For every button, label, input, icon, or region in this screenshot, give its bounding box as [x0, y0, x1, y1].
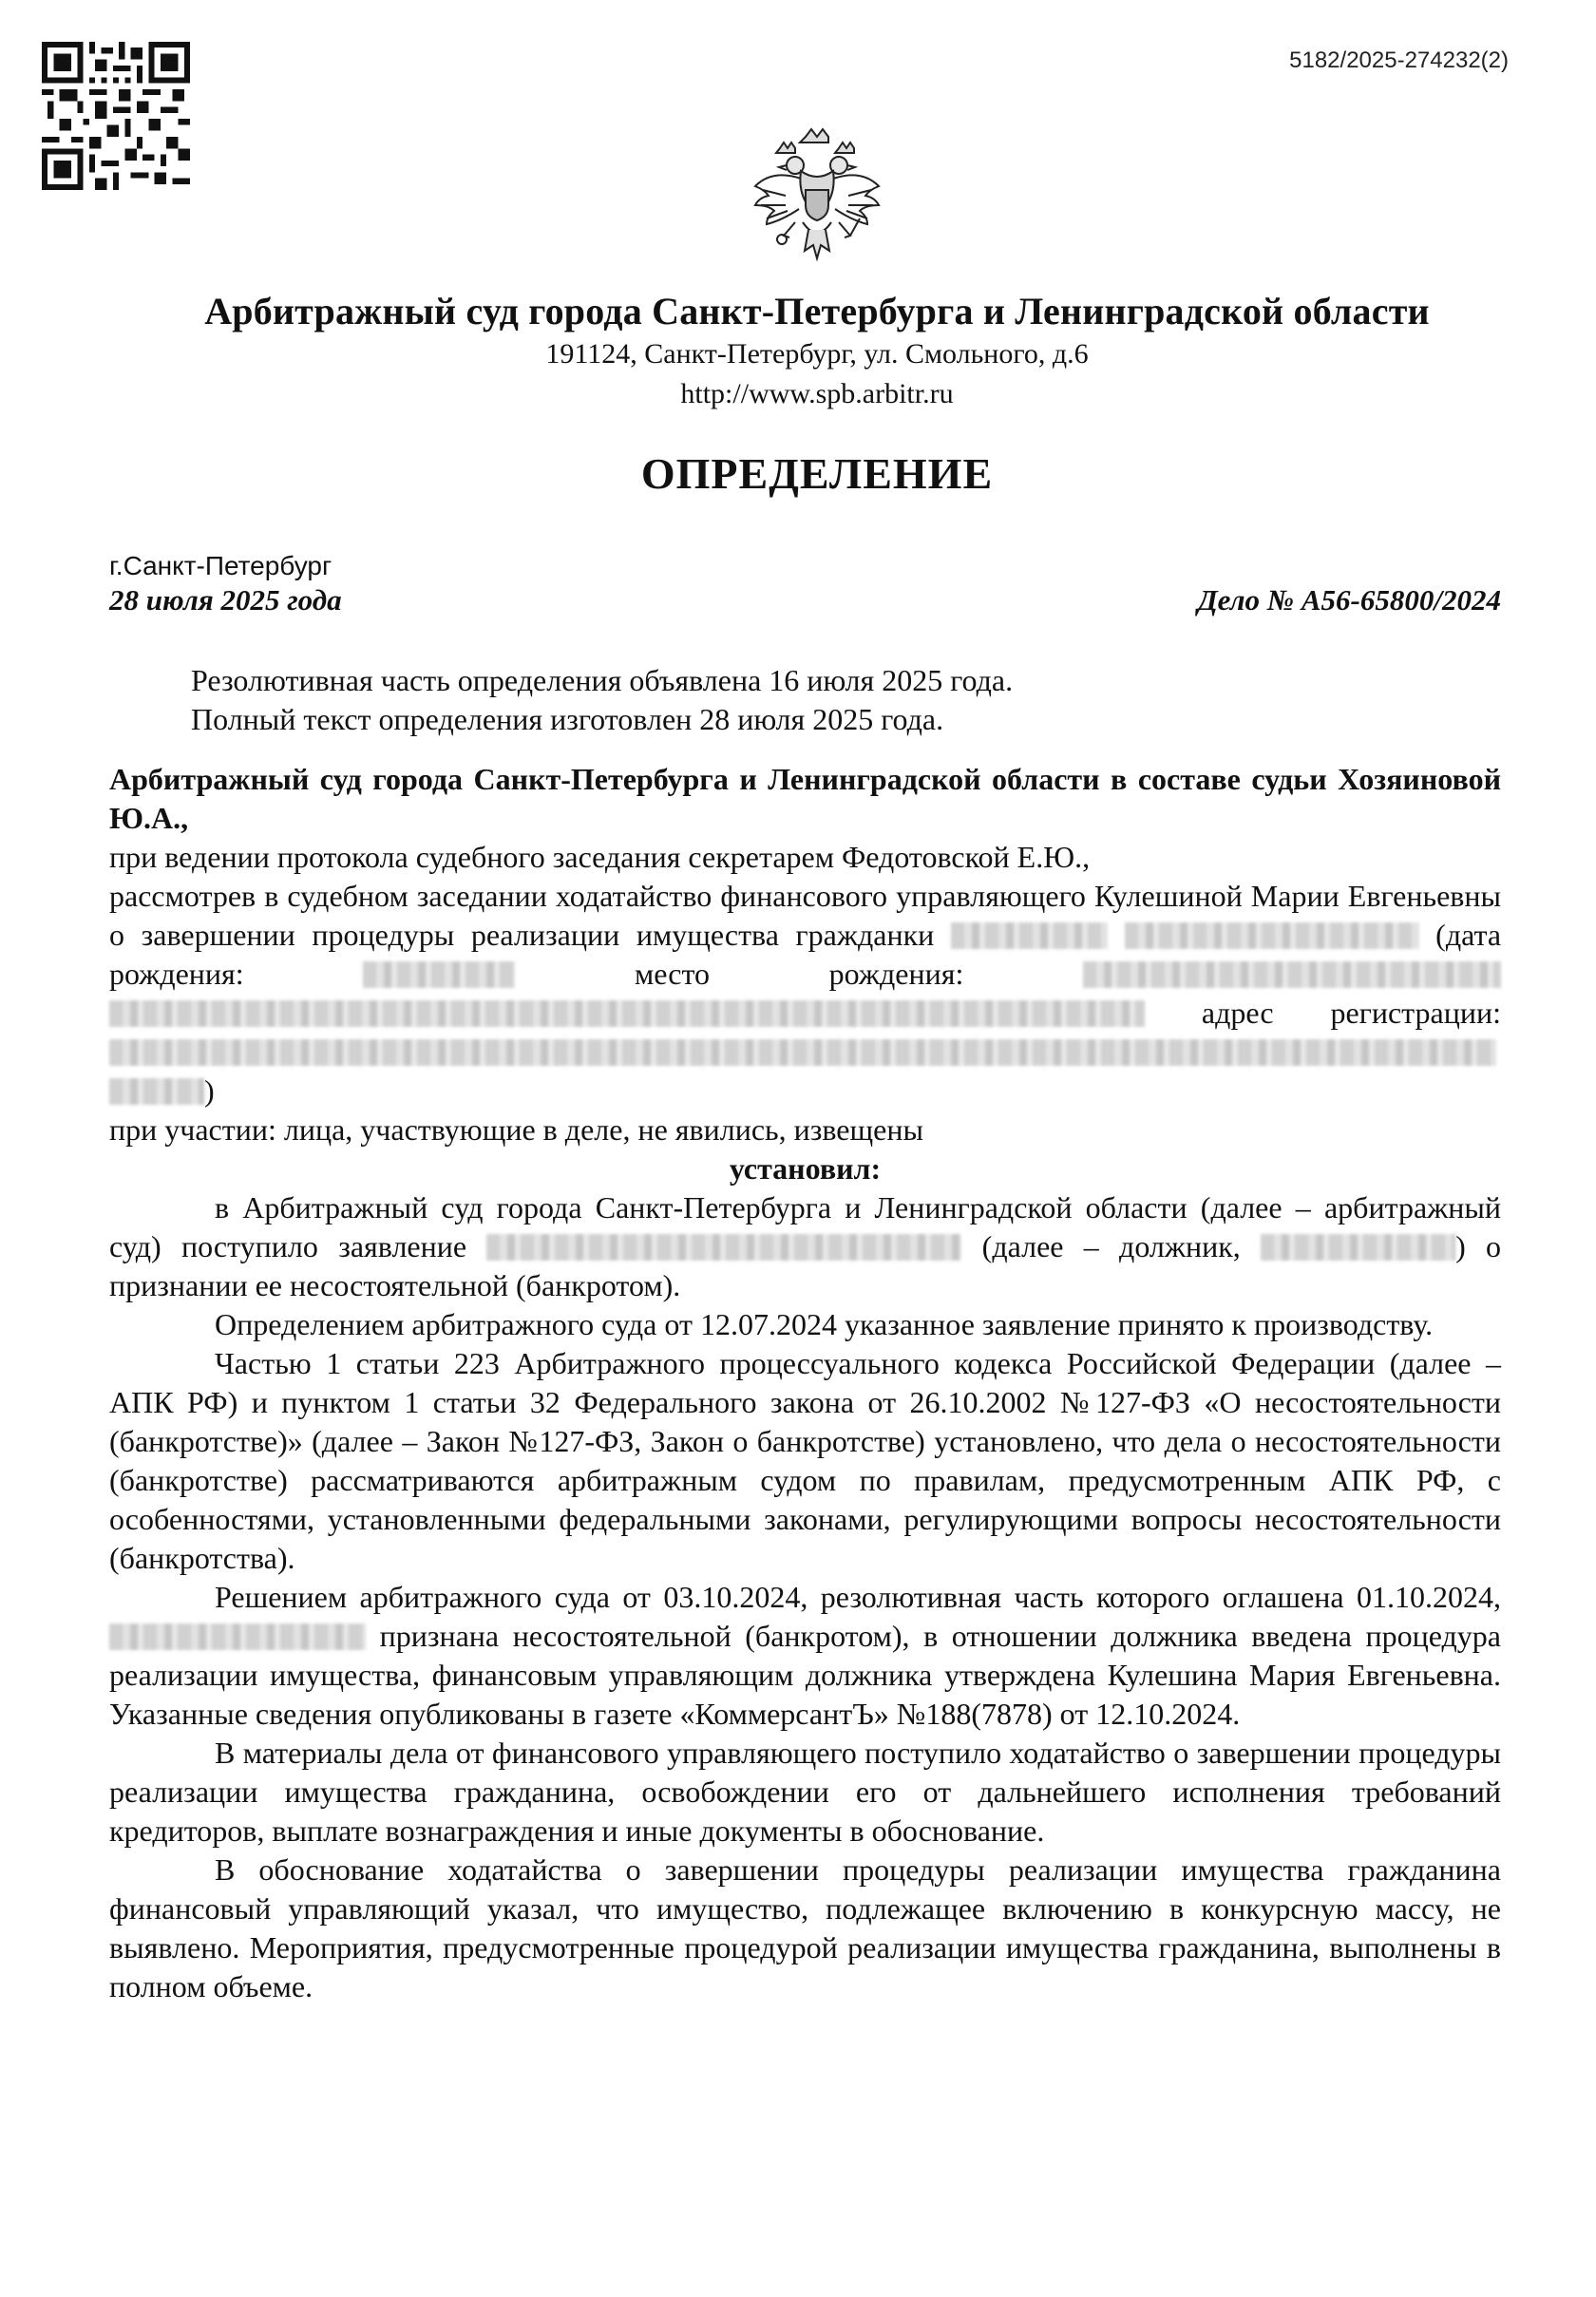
closing-paren: ) [204, 1073, 215, 1108]
court-website: http://www.spb.arbitr.ru [680, 378, 954, 409]
paragraph-text: признана несостоятельной (банкротом), в отношении должника введена процедура реализации имущества, финансовым управляющим должника утверждена Кулешина Мария Евгеньевна. Указанные сведения опубликованы в газете «КоммерсантЪ» №188(7878) от 12.10.2024. [109, 1619, 1502, 1731]
coat-of-arms-icon [746, 123, 888, 283]
paragraph-text: (далее – должник, [981, 1229, 1241, 1263]
redacted-address [109, 1078, 204, 1105]
document-body [109, 661, 1501, 2006]
paragraph-text: в Арбитражный суд города Санкт-Петербурга и Ленинградской области (далее – арбитражный суд) поступило заявление [109, 1190, 1501, 1263]
redacted-name [1125, 922, 1419, 949]
birth-place-label: место рождения: [635, 957, 964, 991]
redacted-name [951, 922, 1108, 949]
document-number: 5182/2025-274232(2) [1289, 47, 1509, 73]
established-heading: установил: [729, 1151, 882, 1186]
case-number: Дело № А56-65800/2024 [1197, 583, 1501, 617]
paragraph-acceptance: Определением арбитражного суда от 12.07.2024 указанное заявление принято к производству. [215, 1307, 1434, 1341]
redacted-birth-place [1083, 961, 1501, 988]
paragraph-decision [109, 1578, 1501, 1734]
registration-address-label: адрес регистрации: [1201, 996, 1501, 1030]
court-name: Арбитражный суд города Санкт-Петербурга и Ленинградской области [204, 290, 1430, 332]
consideration-text: рассмотрев в судебном заседании ходатайство финансового управляющего Кулешиной Марии Евгеньевны о завершении процедуры реализации имущества гражданки [109, 879, 1501, 952]
redacted-name [1261, 1234, 1455, 1261]
court-composition: Арбитражный суд города Санкт-Петербурга и Ленинградской области в составе судьи Хозяиновой Ю.А., [109, 762, 1501, 835]
redacted-name [109, 1623, 366, 1650]
birth-date-label: (дата рождения: [109, 918, 1502, 991]
announcement-line: Резолютивная часть определения объявлена 16 июля 2025 года. [191, 663, 1014, 697]
redacted-birth-place [109, 1000, 1145, 1027]
redacted-birth-date [363, 961, 515, 988]
redacted-name [486, 1234, 961, 1261]
paragraph-petition: В материалы дела от финансового управляющего поступило ходатайство о завершении процедуры реализации имущества гражданина, освобождении его от дальнейшего исполнения требований кредиторов, выплате вознаграждения и иные документы в обоснование. [109, 1736, 1501, 1848]
paragraph-application [109, 1188, 1501, 1305]
paragraph-justification: В обоснование ходатайства о завершении процедуры реализации имущества гражданина финансовый управляющий указал, что имущество, подлежащее включению в конкурсную массу, не выявлено. Мероприятия, предусмотренные процедурой реализации имущества гражданина, выполнены в полном объеме. [109, 1852, 1501, 2003]
announcement-line: Полный текст определения изготовлен 28 июля 2025 года. [191, 702, 944, 736]
qr-code-icon [42, 42, 190, 190]
consideration-paragraph [109, 877, 1501, 1111]
decision-date: 28 июля 2025 года [109, 583, 342, 617]
court-address: 191124, Санкт-Петербург, ул. Смольного, д.6 [545, 338, 1089, 370]
paragraph-legal-basis: Частью 1 статьи 223 Арбитражного процессуального кодекса Российской Федерации (далее – АПК РФ) и пунктом 1 статьи 32 Федерального закона от 26.10.2002 №127-ФЗ «О несостоятельности (банкротстве)» (далее – Закон №127-ФЗ, Закон о банкротстве) установлено, что дела о несостоятельности (банкротстве) рассматриваются арбитражным судом по правилам, предусмотренным АПК РФ, с особенностями, установленными федеральными законами, регулирующими вопросы несостоятельности (банкротства). [109, 1346, 1501, 1575]
paragraph-text: ) о признании ее несостоятельной (банкротом). [109, 1229, 1502, 1302]
document-type-heading: ОПРЕДЕЛЕНИЕ [640, 449, 994, 498]
city-label: г.Санкт-Петербург [109, 551, 332, 580]
announcement-block [109, 661, 1501, 739]
paragraph-text: Решением арбитражного суда от 03.10.2024, резолютивная часть которого оглашена 01.10.2024, [215, 1580, 1501, 1614]
redacted-address [109, 1039, 1496, 1066]
protocol-line: при ведении протокола судебного заседания секретарем Федотовской Е.Ю., [109, 840, 1091, 874]
participation-line: при участии: лица, участвующие в деле, не явились, извещены [109, 1112, 923, 1147]
